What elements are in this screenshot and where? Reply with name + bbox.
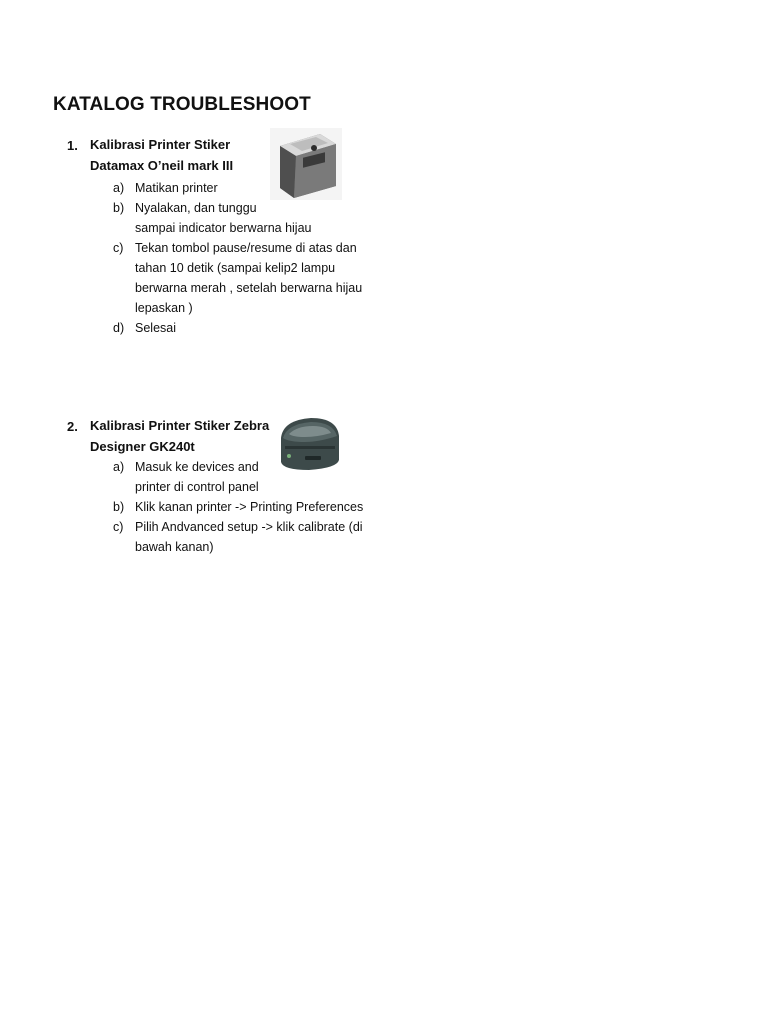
section-number: 1. bbox=[67, 138, 78, 153]
section-heading-line1: Kalibrasi Printer Stiker bbox=[90, 137, 231, 152]
printer-zebra-image bbox=[275, 412, 345, 474]
printer-datamax-image bbox=[270, 128, 342, 200]
section-heading-line2: Datamax O’neil mark III bbox=[90, 158, 234, 173]
section-heading-line2: Designer GK240t bbox=[90, 439, 195, 454]
section-number: 2. bbox=[67, 419, 78, 434]
page-title: KATALOG TROUBLESHOOT bbox=[53, 94, 311, 115]
section-heading-line1: Kalibrasi Printer Stiker Zebra bbox=[90, 418, 270, 433]
